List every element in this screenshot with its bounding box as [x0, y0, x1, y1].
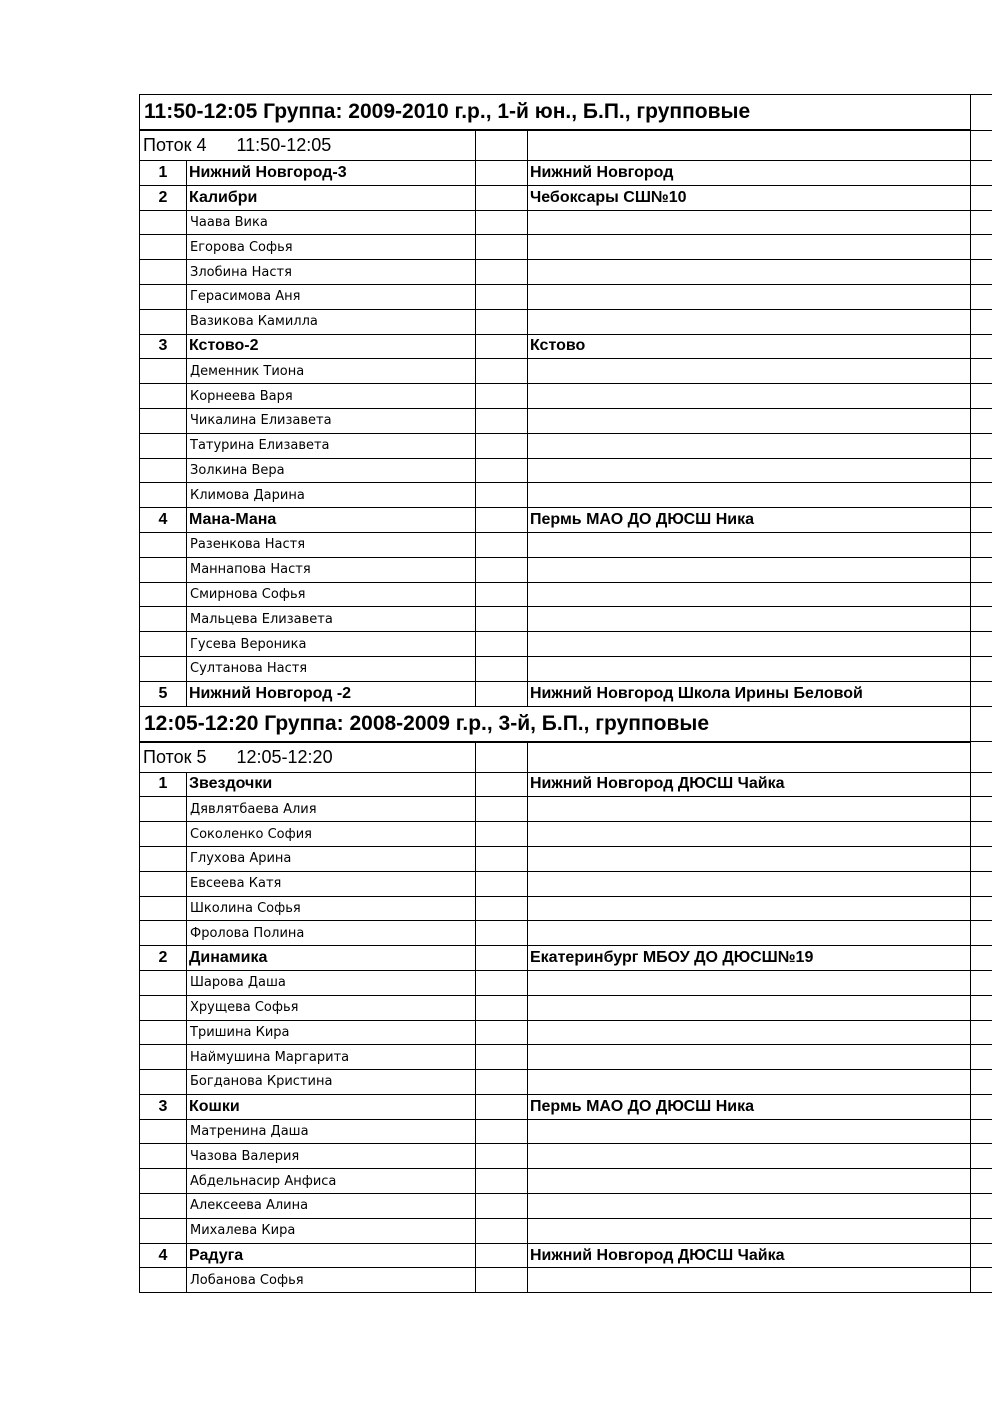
empty-cell — [528, 458, 971, 483]
member-name: Герасимова Аня — [187, 284, 476, 309]
empty-cell — [476, 532, 528, 557]
empty-cell — [140, 582, 187, 607]
empty-cell — [528, 1169, 971, 1194]
empty-cell — [971, 1194, 992, 1219]
potok-label: Поток 4 — [143, 135, 207, 155]
member-name: Чаава Вика — [187, 210, 476, 235]
team-number: 5 — [140, 681, 187, 706]
empty-cell — [476, 1119, 528, 1144]
empty-cell — [140, 656, 187, 681]
member-row — [140, 1268, 992, 1293]
member-name: Мальцева Елизавета — [187, 607, 476, 632]
empty-cell — [476, 1268, 528, 1293]
empty-cell — [971, 483, 992, 508]
team-number: 2 — [140, 946, 187, 971]
member-row — [140, 656, 992, 681]
member-row — [140, 797, 992, 822]
empty-cell — [971, 742, 992, 773]
empty-cell — [971, 309, 992, 334]
member-name: Наймушина Маргарита — [187, 1045, 476, 1070]
empty-cell — [971, 260, 992, 285]
member-name: Шарова Даша — [187, 970, 476, 995]
empty-cell — [971, 607, 992, 632]
empty-cell — [140, 1045, 187, 1070]
member-row — [140, 557, 992, 582]
empty-cell — [971, 1169, 992, 1194]
member-row — [140, 210, 992, 235]
empty-cell — [971, 210, 992, 235]
member-name: Школина Софья — [187, 896, 476, 921]
empty-cell — [528, 742, 971, 773]
team-name: Мана-Мана — [187, 508, 476, 533]
empty-cell — [140, 309, 187, 334]
member-row — [140, 408, 992, 433]
section-header-row — [140, 706, 992, 742]
empty-cell — [476, 995, 528, 1020]
empty-cell — [140, 260, 187, 285]
empty-cell — [971, 970, 992, 995]
empty-cell — [476, 1094, 528, 1119]
member-row — [140, 384, 992, 409]
empty-cell — [971, 235, 992, 260]
empty-cell — [528, 532, 971, 557]
member-name: Золкина Вера — [187, 458, 476, 483]
empty-cell — [140, 607, 187, 632]
empty-cell — [528, 557, 971, 582]
member-name: Гусева Вероника — [187, 632, 476, 657]
empty-cell — [528, 797, 971, 822]
empty-cell — [971, 532, 992, 557]
empty-cell — [476, 656, 528, 681]
member-name: Вазикова Камилла — [187, 309, 476, 334]
empty-cell — [971, 995, 992, 1020]
team-number: 3 — [140, 1094, 187, 1119]
empty-cell — [140, 235, 187, 260]
empty-cell — [528, 607, 971, 632]
empty-cell — [971, 1020, 992, 1045]
member-row — [140, 1119, 992, 1144]
team-city: Нижний Новгород ДЮСШ Чайка — [528, 772, 971, 797]
empty-cell — [528, 1070, 971, 1095]
empty-cell — [476, 797, 528, 822]
empty-cell — [971, 1243, 992, 1268]
empty-cell — [528, 384, 971, 409]
empty-cell — [476, 309, 528, 334]
empty-cell — [971, 557, 992, 582]
member-name: Тришина Кира — [187, 1020, 476, 1045]
team-row — [140, 1243, 992, 1268]
empty-cell — [140, 1144, 187, 1169]
section-title: 12:05-12:20 Группа: 2008-2009 г.р., 3-й, Б.П., групповые — [140, 706, 971, 742]
empty-cell — [528, 822, 971, 847]
team-name: Кошки — [187, 1094, 476, 1119]
empty-cell — [971, 1119, 992, 1144]
member-name: Фролова Полина — [187, 921, 476, 946]
team-city: Пермь МАО ДО ДЮСШ Ника — [528, 508, 971, 533]
empty-cell — [476, 607, 528, 632]
team-city: Нижний Новгород — [528, 161, 971, 186]
empty-cell — [528, 359, 971, 384]
empty-cell — [140, 359, 187, 384]
empty-cell — [476, 1194, 528, 1219]
member-name: Глухова Арина — [187, 846, 476, 871]
empty-cell — [528, 1020, 971, 1045]
empty-cell — [528, 970, 971, 995]
empty-cell — [528, 284, 971, 309]
member-row — [140, 1169, 992, 1194]
team-number: 1 — [140, 772, 187, 797]
member-name: Смирнова Софья — [187, 582, 476, 607]
team-name: Нижний Новгород-3 — [187, 161, 476, 186]
empty-cell — [140, 896, 187, 921]
empty-cell — [140, 921, 187, 946]
empty-cell — [971, 334, 992, 359]
empty-cell — [971, 1218, 992, 1243]
empty-cell — [528, 260, 971, 285]
potok-cell — [140, 742, 476, 773]
empty-cell — [971, 508, 992, 533]
member-row — [140, 1194, 992, 1219]
member-name: Алексеева Алина — [187, 1194, 476, 1219]
empty-cell — [476, 871, 528, 896]
schedule-table — [139, 94, 992, 1293]
empty-cell — [140, 483, 187, 508]
empty-cell — [971, 161, 992, 186]
empty-cell — [528, 235, 971, 260]
team-row — [140, 161, 992, 186]
empty-cell — [476, 161, 528, 186]
member-name: Разенкова Настя — [187, 532, 476, 557]
empty-cell — [528, 656, 971, 681]
empty-cell — [476, 557, 528, 582]
member-name: Абдельнасир Анфиса — [187, 1169, 476, 1194]
potok-cell — [140, 130, 476, 161]
empty-cell — [971, 433, 992, 458]
empty-cell — [971, 921, 992, 946]
empty-cell — [971, 1144, 992, 1169]
empty-cell — [476, 1144, 528, 1169]
empty-cell — [971, 706, 992, 742]
empty-cell — [140, 797, 187, 822]
empty-cell — [476, 508, 528, 533]
team-name: Радуга — [187, 1243, 476, 1268]
empty-cell — [971, 95, 992, 131]
member-row — [140, 582, 992, 607]
empty-cell — [971, 946, 992, 971]
empty-cell — [971, 408, 992, 433]
empty-cell — [476, 970, 528, 995]
empty-cell — [476, 384, 528, 409]
member-row — [140, 433, 992, 458]
empty-cell — [476, 1169, 528, 1194]
team-city: Нижний Новгород ДЮСШ Чайка — [528, 1243, 971, 1268]
empty-cell — [476, 582, 528, 607]
empty-cell — [528, 210, 971, 235]
member-row — [140, 483, 992, 508]
empty-cell — [528, 995, 971, 1020]
empty-cell — [528, 483, 971, 508]
member-name: Деменник Тиона — [187, 359, 476, 384]
empty-cell — [476, 921, 528, 946]
potok-time: 12:05-12:20 — [236, 746, 333, 767]
empty-cell — [140, 433, 187, 458]
team-row — [140, 334, 992, 359]
empty-cell — [476, 896, 528, 921]
empty-cell — [528, 130, 971, 161]
team-city: Кстово — [528, 334, 971, 359]
empty-cell — [971, 1045, 992, 1070]
team-city: Нижний Новгород Школа Ирины Беловой — [528, 681, 971, 706]
team-number: 3 — [140, 334, 187, 359]
empty-cell — [476, 742, 528, 773]
member-name: Соколенко София — [187, 822, 476, 847]
member-row — [140, 458, 992, 483]
empty-cell — [476, 846, 528, 871]
empty-cell — [476, 1243, 528, 1268]
empty-cell — [971, 1268, 992, 1293]
empty-cell — [476, 822, 528, 847]
empty-cell — [140, 1020, 187, 1045]
member-row — [140, 871, 992, 896]
team-name: Звездочки — [187, 772, 476, 797]
section-header-row — [140, 95, 992, 131]
empty-cell — [476, 632, 528, 657]
member-name: Маннапова Настя — [187, 557, 476, 582]
empty-cell — [476, 210, 528, 235]
team-city: Пермь МАО ДО ДЮСШ Ника — [528, 1094, 971, 1119]
empty-cell — [971, 1094, 992, 1119]
empty-cell — [476, 1045, 528, 1070]
team-row — [140, 946, 992, 971]
member-row — [140, 1020, 992, 1045]
empty-cell — [528, 1268, 971, 1293]
empty-cell — [140, 970, 187, 995]
empty-cell — [476, 1020, 528, 1045]
member-row — [140, 846, 992, 871]
empty-cell — [528, 433, 971, 458]
empty-cell — [528, 1218, 971, 1243]
empty-cell — [476, 1218, 528, 1243]
team-name: Калибри — [187, 185, 476, 210]
empty-cell — [140, 532, 187, 557]
empty-cell — [971, 871, 992, 896]
empty-cell — [140, 846, 187, 871]
empty-cell — [971, 582, 992, 607]
member-name: Лобанова Софья — [187, 1268, 476, 1293]
empty-cell — [971, 384, 992, 409]
empty-cell — [476, 483, 528, 508]
member-row — [140, 995, 992, 1020]
empty-cell — [971, 130, 992, 161]
member-name: Корнеева Варя — [187, 384, 476, 409]
member-name: Евсеева Катя — [187, 871, 476, 896]
team-row — [140, 772, 992, 797]
empty-cell — [476, 433, 528, 458]
empty-cell — [140, 995, 187, 1020]
member-name: Чазова Валерия — [187, 1144, 476, 1169]
empty-cell — [971, 681, 992, 706]
member-name: Хрущева Софья — [187, 995, 476, 1020]
empty-cell — [528, 632, 971, 657]
empty-cell — [140, 632, 187, 657]
member-name: Злобина Настя — [187, 260, 476, 285]
empty-cell — [971, 185, 992, 210]
empty-cell — [140, 1070, 187, 1095]
schedule-sheet — [139, 94, 992, 1293]
empty-cell — [528, 896, 971, 921]
empty-cell — [476, 334, 528, 359]
team-row — [140, 185, 992, 210]
empty-cell — [140, 1194, 187, 1219]
team-row — [140, 681, 992, 706]
empty-cell — [971, 846, 992, 871]
team-name: Кстово-2 — [187, 334, 476, 359]
empty-cell — [528, 1194, 971, 1219]
empty-cell — [476, 408, 528, 433]
empty-cell — [528, 921, 971, 946]
empty-cell — [971, 458, 992, 483]
empty-cell — [971, 359, 992, 384]
member-row — [140, 235, 992, 260]
potok-time: 11:50-12:05 — [236, 135, 332, 155]
empty-cell — [528, 408, 971, 433]
member-name: Матренина Даша — [187, 1119, 476, 1144]
empty-cell — [528, 309, 971, 334]
empty-cell — [528, 846, 971, 871]
team-number: 2 — [140, 185, 187, 210]
empty-cell — [140, 284, 187, 309]
empty-cell — [476, 458, 528, 483]
team-number: 4 — [140, 508, 187, 533]
team-number: 1 — [140, 161, 187, 186]
member-row — [140, 1045, 992, 1070]
empty-cell — [140, 458, 187, 483]
empty-cell — [140, 822, 187, 847]
empty-cell — [140, 384, 187, 409]
member-name: Чикалина Елизавета — [187, 408, 476, 433]
team-row — [140, 1094, 992, 1119]
member-name: Михалева Кира — [187, 1218, 476, 1243]
member-name: Дявлятбаева Алия — [187, 797, 476, 822]
potok-row — [140, 130, 992, 161]
team-row — [140, 508, 992, 533]
member-row — [140, 896, 992, 921]
empty-cell — [140, 210, 187, 235]
empty-cell — [476, 260, 528, 285]
member-row — [140, 284, 992, 309]
empty-cell — [476, 1070, 528, 1095]
potok-row — [140, 742, 992, 773]
member-row — [140, 1070, 992, 1095]
empty-cell — [528, 871, 971, 896]
member-name: Егорова Софья — [187, 235, 476, 260]
member-row — [140, 532, 992, 557]
team-name: Динамика — [187, 946, 476, 971]
potok-label: Поток 5 — [143, 746, 207, 767]
empty-cell — [528, 1045, 971, 1070]
empty-cell — [140, 1169, 187, 1194]
team-name: Нижний Новгород -2 — [187, 681, 476, 706]
empty-cell — [140, 1218, 187, 1243]
empty-cell — [528, 582, 971, 607]
empty-cell — [140, 557, 187, 582]
member-row — [140, 921, 992, 946]
member-name: Богданова Кристина — [187, 1070, 476, 1095]
empty-cell — [971, 1070, 992, 1095]
member-row — [140, 1144, 992, 1169]
empty-cell — [528, 1119, 971, 1144]
member-name: Татурина Елизавета — [187, 433, 476, 458]
empty-cell — [971, 656, 992, 681]
team-city: Чебоксары СШ№10 — [528, 185, 971, 210]
empty-cell — [476, 284, 528, 309]
empty-cell — [476, 185, 528, 210]
empty-cell — [528, 1144, 971, 1169]
team-number: 4 — [140, 1243, 187, 1268]
empty-cell — [476, 772, 528, 797]
empty-cell — [971, 284, 992, 309]
member-row — [140, 1218, 992, 1243]
empty-cell — [140, 1268, 187, 1293]
empty-cell — [971, 822, 992, 847]
empty-cell — [140, 871, 187, 896]
empty-cell — [971, 896, 992, 921]
member-name: Султанова Настя — [187, 656, 476, 681]
member-row — [140, 309, 992, 334]
empty-cell — [140, 408, 187, 433]
empty-cell — [140, 1119, 187, 1144]
team-city: Екатеринбург МБОУ ДО ДЮСШ№19 — [528, 946, 971, 971]
member-name: Климова Дарина — [187, 483, 476, 508]
member-row — [140, 607, 992, 632]
empty-cell — [971, 797, 992, 822]
empty-cell — [476, 946, 528, 971]
empty-cell — [971, 632, 992, 657]
section-title: 11:50-12:05 Группа: 2009-2010 г.р., 1-й юн., Б.П., групповые — [140, 95, 971, 131]
empty-cell — [476, 130, 528, 161]
empty-cell — [476, 235, 528, 260]
empty-cell — [971, 772, 992, 797]
empty-cell — [476, 681, 528, 706]
member-row — [140, 970, 992, 995]
empty-cell — [476, 359, 528, 384]
member-row — [140, 632, 992, 657]
member-row — [140, 359, 992, 384]
member-row — [140, 822, 992, 847]
member-row — [140, 260, 992, 285]
